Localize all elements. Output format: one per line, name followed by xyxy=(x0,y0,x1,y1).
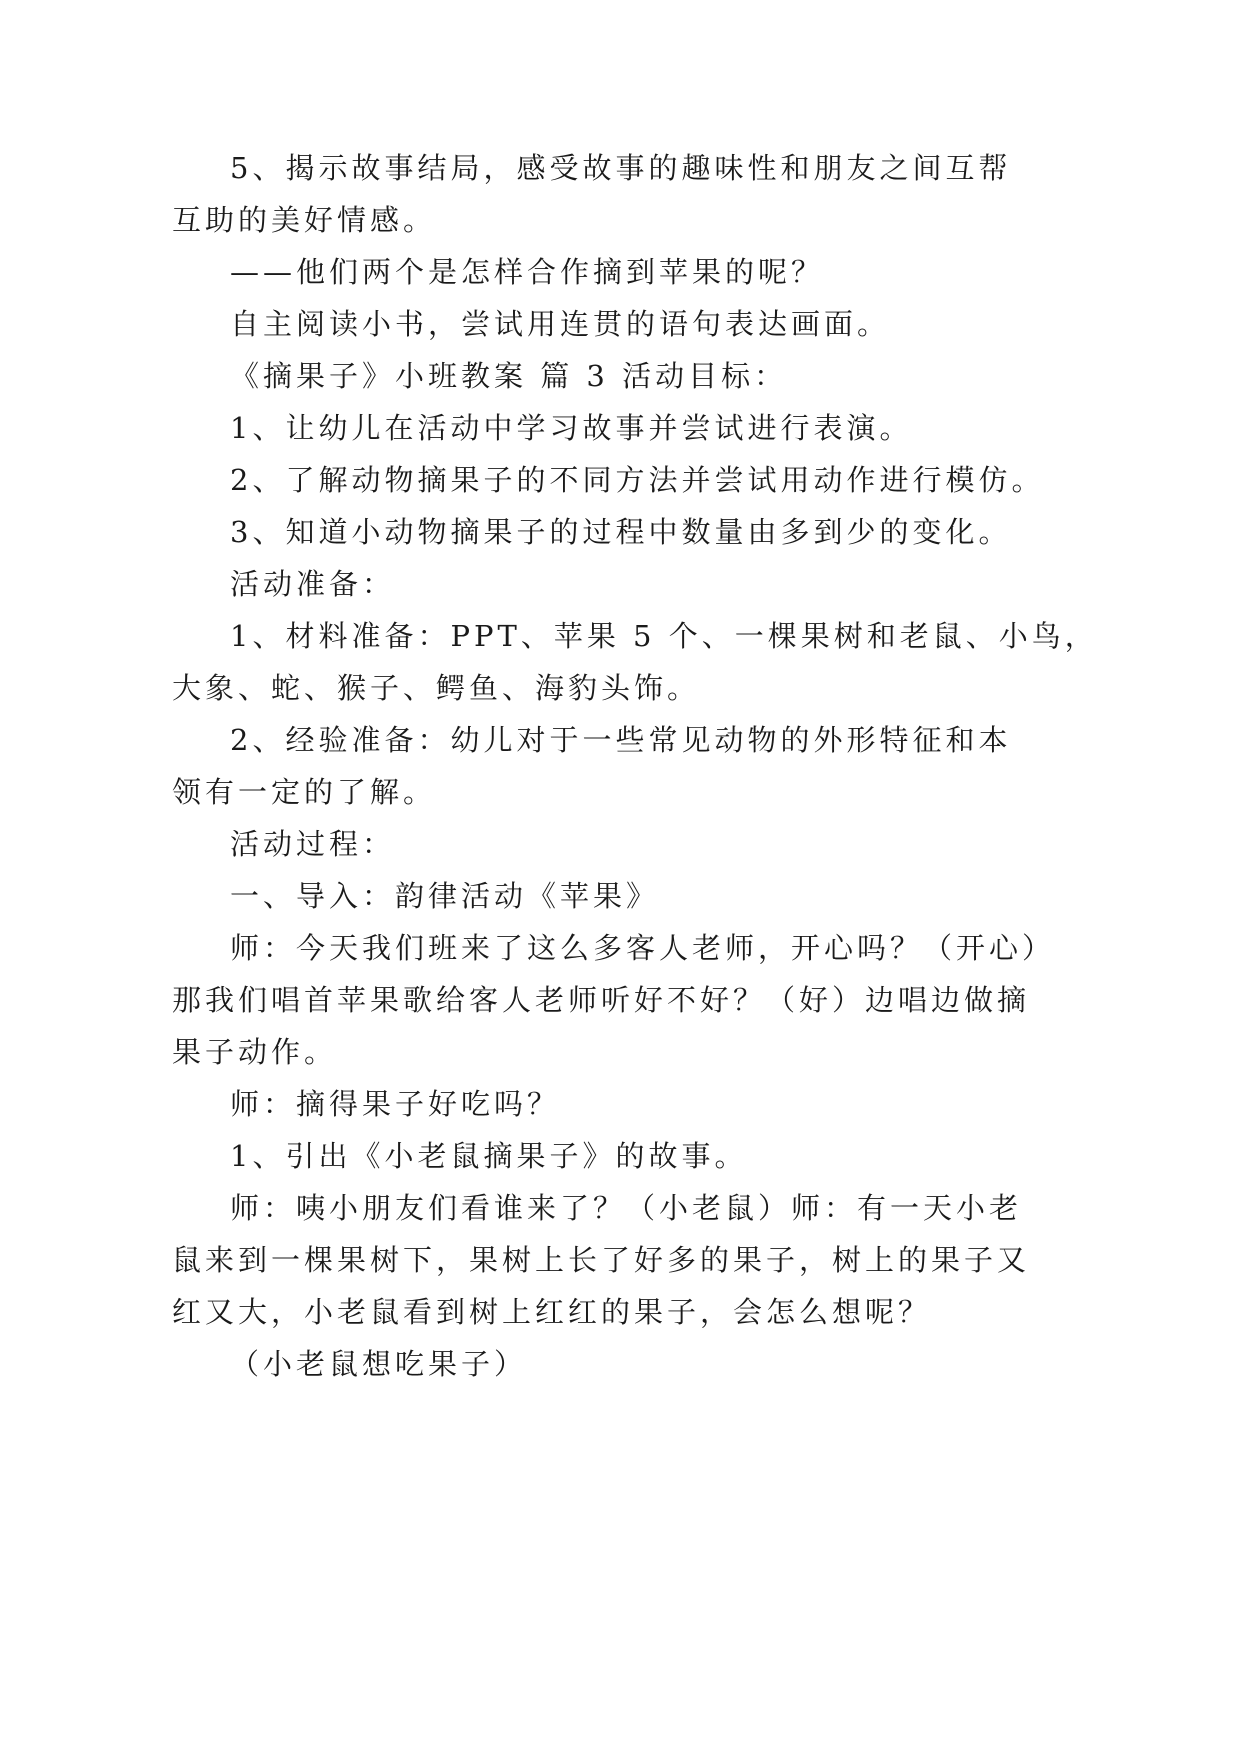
section-heading: 《摘果子》小班教案 篇 3 活动目标： xyxy=(230,359,788,393)
text-line: 一、导入：韵律活动《苹果》 xyxy=(230,879,660,913)
text-line: 师：摘得果子好吃吗？ xyxy=(230,1087,561,1121)
text-line: （小老鼠想吃果子） xyxy=(230,1347,528,1381)
text-line: 领有一定的了解。 xyxy=(172,775,437,809)
text-line: 师：咦小朋友们看谁来了？（小老鼠）师：有一天小老 xyxy=(230,1191,1023,1225)
text-line: 1、引出《小老鼠摘果子》的故事。 xyxy=(230,1139,748,1173)
text-line: 1、让幼儿在活动中学习故事并尝试进行表演。 xyxy=(230,411,913,445)
text-line: 5、揭示故事结局，感受故事的趣味性和朋友之间互帮 xyxy=(230,151,1012,185)
text-line: 1、材料准备：PPT、苹果 5 个、一棵果树和老鼠、小鸟， xyxy=(230,619,1098,653)
text-line: 互助的美好情感。 xyxy=(172,203,437,237)
text-line: 2、了解动物摘果子的不同方法并尝试用动作进行模仿。 xyxy=(230,463,1045,497)
text-line: 果子动作。 xyxy=(172,1035,338,1069)
text-line: 师：今天我们班来了这么多客人老师，开心吗？（开心） xyxy=(230,931,1056,965)
text-line: 自主阅读小书，尝试用连贯的语句表达画面。 xyxy=(230,307,891,341)
text-line: 大象、蛇、猴子、鳄鱼、海豹头饰。 xyxy=(172,671,701,705)
text-line: 活动过程： xyxy=(230,827,396,861)
text-line: 2、经验准备：幼儿对于一些常见动物的外形特征和本 xyxy=(230,723,1012,757)
text-line: 红又大，小老鼠看到树上红红的果子，会怎么想呢？ xyxy=(172,1295,932,1329)
text-line: 那我们唱首苹果歌给客人老师听好不好？（好）边唱边做摘 xyxy=(172,983,1031,1017)
text-line: 鼠来到一棵果树下，果树上长了好多的果子，树上的果子又 xyxy=(172,1243,1031,1277)
text-line: 3、知道小动物摘果子的过程中数量由多到少的变化。 xyxy=(230,515,1012,549)
text-line: 活动准备： xyxy=(230,567,396,601)
text-line: ——他们两个是怎样合作摘到苹果的呢？ xyxy=(230,255,825,289)
